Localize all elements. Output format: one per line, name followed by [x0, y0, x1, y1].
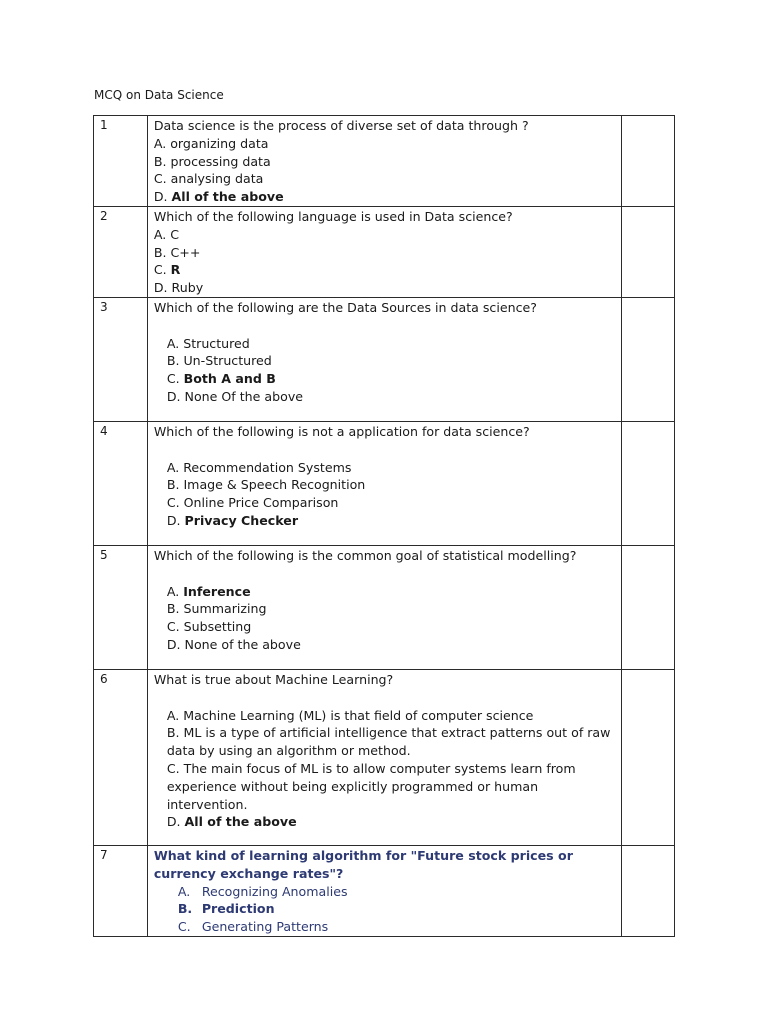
question-cell [147, 206, 621, 297]
table-row [94, 206, 675, 297]
option: D. None Of the above [166, 388, 304, 404]
question-number: 5 [94, 545, 148, 669]
question-cell [147, 845, 621, 936]
question-stem: What kind of learning algorithm for "Future stock prices or currency exchange rates"? [153, 847, 573, 881]
question-cell [147, 669, 621, 845]
mcq-table [93, 115, 675, 937]
option: C. Online Price Comparison [166, 495, 339, 511]
question-stem: What is true about Machine Learning? [153, 671, 394, 687]
question-cell [147, 116, 621, 207]
answer-cell [622, 206, 675, 297]
option: A. Recognizing Anomalies [177, 883, 348, 899]
answer-cell [622, 545, 675, 669]
question-number: 2 [94, 206, 148, 297]
table-row [94, 669, 675, 845]
option: B. C++ [153, 244, 201, 260]
question-number: 3 [94, 297, 148, 421]
option: C. The main focus of ML is to allow computer systems learn from experience without being explicitly programmed or human intervention. [166, 760, 576, 812]
table-row [94, 297, 675, 421]
option: D. None of the above [166, 636, 301, 652]
table-row [94, 845, 675, 936]
option: A. Machine Learning (ML) is that field of computer science [166, 707, 534, 723]
answer-cell [622, 845, 675, 936]
option: B. Image & Speech Recognition [166, 477, 366, 493]
option-correct: C. Both A and B [166, 371, 276, 387]
answer-cell [622, 297, 675, 421]
answer-cell [622, 421, 675, 545]
question-number: 4 [94, 421, 148, 545]
question-stem: Which of the following is the common goal of statistical modelling? [153, 547, 577, 563]
option: B. processing data [153, 153, 271, 169]
option: A. Recommendation Systems [166, 459, 352, 475]
option: D. Ruby [153, 280, 204, 296]
option: B. Un-Structured [166, 353, 272, 369]
option-correct: D. All of the above [166, 814, 297, 830]
question-stem: Which of the following language is used in Data science? [153, 208, 513, 224]
option-correct: D. All of the above [153, 189, 284, 205]
option: B. ML is a type of artificial intelligence that extract patterns out of raw data by using an algorithm or method. [166, 725, 611, 759]
option-correct: A. Inference [166, 583, 251, 599]
question-cell [147, 421, 621, 545]
question-number: 1 [94, 116, 148, 207]
question-stem: Data science is the process of diverse set of data through ? [153, 118, 529, 133]
answer-cell [622, 669, 675, 845]
option: C. Subsetting [166, 619, 252, 635]
question-number: 6 [94, 669, 148, 845]
option: C. Generating Patterns [177, 919, 329, 935]
answer-cell [622, 116, 675, 207]
question-cell [147, 297, 621, 421]
question-cell [147, 545, 621, 669]
option: A. Structured [166, 335, 250, 351]
question-number: 7 [94, 845, 148, 936]
table-row [94, 545, 675, 669]
table-row [94, 421, 675, 545]
table-row [94, 116, 675, 207]
option: A. C [153, 226, 180, 242]
option: B. Summarizing [166, 601, 267, 617]
option-correct: B. Prediction [177, 901, 275, 917]
option: C. analysing data [153, 171, 264, 187]
question-stem: Which of the following is not a application for data science? [153, 423, 530, 439]
question-stem: Which of the following are the Data Sources in data science? [153, 299, 537, 315]
option-correct: C. R [153, 262, 181, 278]
page-title: MCQ on Data Science [94, 88, 224, 102]
option-correct: D. Privacy Checker [166, 512, 299, 528]
option: A. organizing data [153, 135, 269, 151]
